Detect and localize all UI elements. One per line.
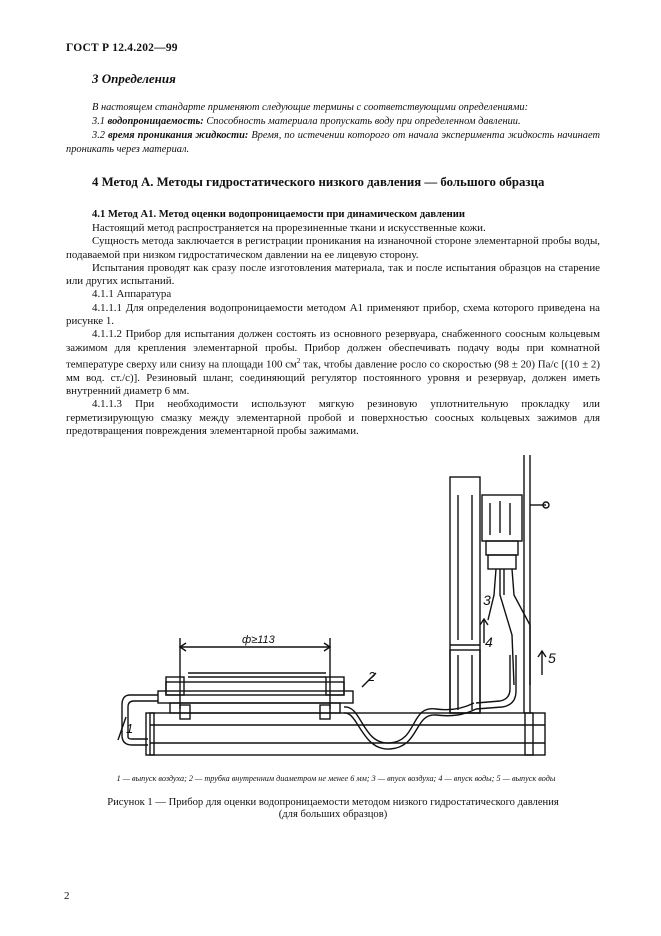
section-4-title: 4 Метод А. Методы гидростатического низкого давления — большого образца <box>92 175 545 189</box>
definition-1-term: водопроницаемость: <box>107 116 204 127</box>
air-outlet-pipe <box>118 695 158 745</box>
caption-line-2: (для больших образцов) <box>278 809 388 820</box>
running-header: ГОСТ Р 12.4.202—99 <box>66 42 178 54</box>
main-reservoir <box>158 638 353 719</box>
paragraph: Настоящий метод распространяется на прорезиненные ткани и искусственные кожи. <box>92 222 486 234</box>
paragraph: Сущность метода заключается в регистрации проникания на изнаночной стороне элементарной пробы воды, подаваемой при низком гидростатическом давлении на ее лицевую сторону. <box>66 235 600 261</box>
apparatus-diagram <box>100 455 560 765</box>
figure-legend: 1 — выпуск воздуха; 2 — трубка внутренним диаметром не менее 6 мм; 3 — впуск воздуха; 4 — впуск воды; 5 — выпуск воды <box>116 774 556 783</box>
label-1: 1 <box>126 721 134 736</box>
rubber-hose <box>344 669 476 749</box>
subsection-4-1-title: 4.1 Метод А1. Метод оценки водопроницаемости при динамическом давлении <box>92 209 465 220</box>
definition-2: 3.2 время проникания жидкости: Время, по истечении которого от начала эксперимента жидкость начинает проникать через материал. <box>66 130 600 155</box>
label-4: 4 <box>485 634 493 650</box>
paragraph: 4.1.1.3 При необходимости используют мягкую резиновую уплотнительную прокладку или герметизирующую смазку между элементарной пробой и поверхностью соосных кольцевых зажимов для предотвращения повреждения элементарной пробы зажимами. <box>66 398 600 438</box>
definitions-intro: В настоящем стандарте применяют следующие термины с соответствующими определениями: <box>92 102 529 113</box>
paragraph: 4.1.1.2 Прибор для испытания должен состоять из основного резервуара, снабженного соосным кольцевым зажимом для крепления элементарной пробы. Прибор должен обеспечивать подачу воды при комнатной температуре сверху или снизу на площади 100 $см^2$ так, чтобы давление росло со скоростью (98 ± 20) Па/с [(10 ± 2) мм вод. ст./с)]. Резиновый шланг, соединяющий регулятор постоянного уровня и резервуар, должен иметь внутренний диаметр 6 мм. <box>66 328 600 398</box>
caption-line-1: Рисунок 1 — Прибор для оценки водопроницаемости методом низкого гидростатического давления <box>107 797 559 808</box>
diameter-dimension <box>180 634 330 651</box>
figure-caption <box>66 797 600 821</box>
section-4-body <box>66 222 600 438</box>
paragraph: 4.1.1 Аппаратура <box>92 288 172 301</box>
section-3-title: 3 Определения <box>92 71 176 86</box>
paragraph: 4.1.1.1 Для определения водопроницаемости методом А1 применяют прибор, схема которого приведена на рисунке 1. <box>66 301 600 328</box>
connector-tube <box>476 655 510 703</box>
label-2: 2 <box>368 669 376 684</box>
definition-2-term: время проникания жидкости: <box>108 130 249 141</box>
definitions-block <box>66 101 600 157</box>
label-5: 5 <box>548 650 556 666</box>
base-platform <box>146 713 545 755</box>
label-3: 3 <box>483 592 491 608</box>
page-number: 2 <box>64 890 70 902</box>
paragraph: Испытания проводят как сразу после изготовления материала, так и после испытания образцов на старение или других испытаний. <box>66 261 600 288</box>
dimension-label: ф≥113 <box>242 634 275 646</box>
definition-1: 3.1 водопроницаемость: Способность материала пропускать воду при определенном давлении. <box>92 116 521 127</box>
level-regulator-column <box>450 477 480 713</box>
